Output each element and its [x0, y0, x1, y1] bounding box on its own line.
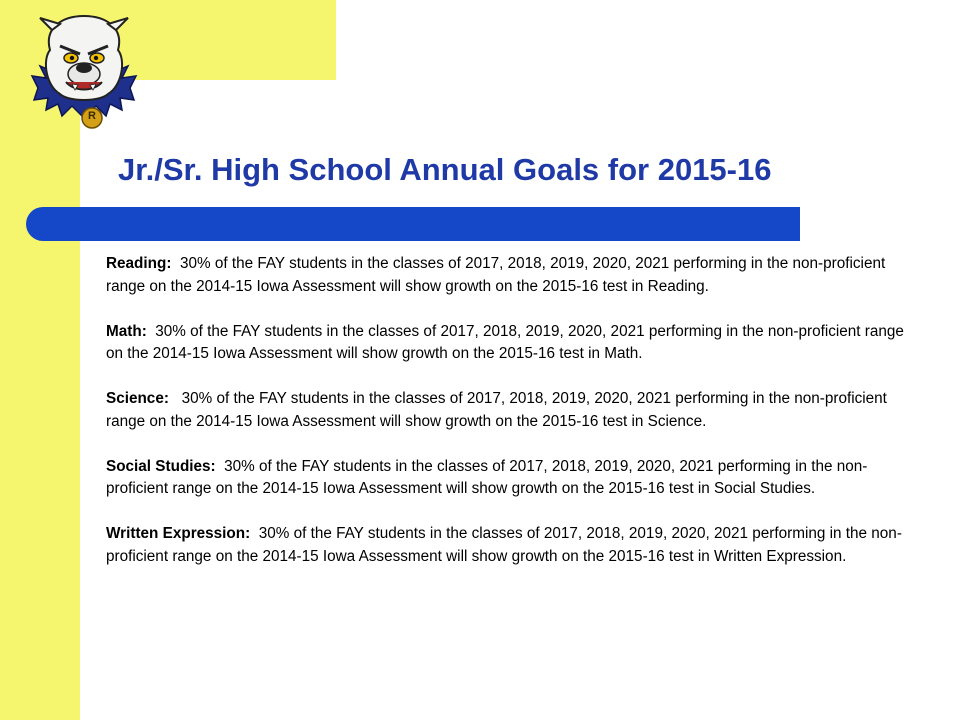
- goal-math: [106, 321, 912, 366]
- bulldog-mascot-icon: [30, 10, 138, 130]
- goal-written-expression: [106, 523, 912, 568]
- goal-science: [106, 388, 912, 433]
- goal-label: Written Expression:: [106, 525, 251, 542]
- goal-text: 30% of the FAY students in the classes of 2017, 2018, 2019, 2020, 2021 performing in the non-proficient range on the 2014-15 Iowa Assessment will show growth on the 2015-16 test in Reading.: [106, 255, 886, 295]
- goal-label: Math:: [106, 322, 147, 340]
- goal-reading: [106, 253, 912, 298]
- title-underline-bar: [26, 207, 800, 241]
- goal-label: Social Studies:: [106, 457, 216, 475]
- goal-social-studies: [106, 456, 912, 501]
- goal-label: Science:: [106, 390, 169, 407]
- slide-title: Jr./Sr. High School Annual Goals for 2015-16: [118, 152, 772, 187]
- goal-text: 30% of the FAY students in the classes of 2017, 2018, 2019, 2020, 2021 performing in the non-proficient range on the 2014-15 Iowa Assessment will show growth on the 2015-16 test in Science.: [106, 390, 887, 430]
- goal-text: 30% of the FAY students in the classes of 2017, 2018, 2019, 2020, 2021 performing in the non-proficient range on the 2014-15 Iowa Assessment will show growth on the 2015-16 test in Written Expression.: [106, 525, 902, 565]
- goals-content: [106, 253, 912, 591]
- goal-text: 30% of the FAY students in the classes of 2017, 2018, 2019, 2020, 2021 performing in the non-proficient range on the 2014-15 Iowa Assessment will show growth on the 2015-16 test in Math.: [106, 322, 904, 362]
- goal-text: 30% of the FAY students in the classes of 2017, 2018, 2019, 2020, 2021 performing in the non-proficient range on the 2014-15 Iowa Assessment will show growth on the 2015-16 test in Social Studies.: [106, 457, 868, 497]
- logo-tag-letter: R: [88, 110, 96, 122]
- goal-label: Reading:: [106, 255, 172, 272]
